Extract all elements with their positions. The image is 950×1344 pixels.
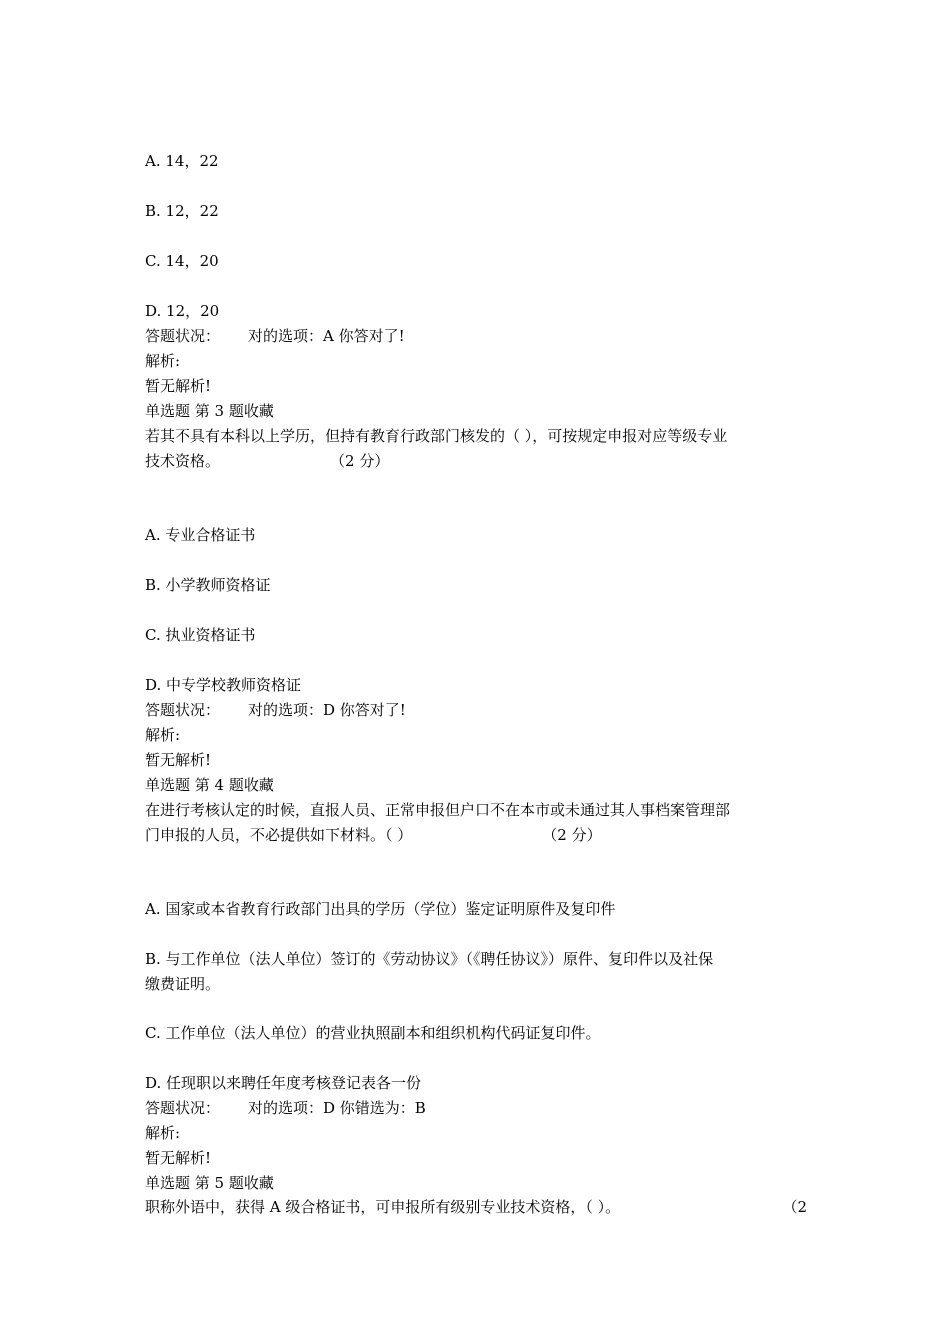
q2-option-d[interactable]: D. 12，20 [145, 302, 220, 320]
q3-question-line1: 若其不具有本科以上学历，但持有教育行政部门核发的（ ），可按规定申报对应等级专业 [145, 427, 728, 445]
q5-question-line1 [145, 1197, 807, 1217]
q3-question-line2 [145, 451, 389, 471]
q2-answer-status [145, 326, 405, 346]
status-text: 对的选项：A 你答对了! [248, 327, 405, 345]
status-label: 答题状况： [145, 327, 221, 345]
status-label: 答题状况： [145, 1099, 221, 1117]
q4-analysis-text: 暂无解析! [145, 1149, 212, 1167]
q4-answer-status [145, 1098, 426, 1118]
q2-option-a[interactable]: A. 14，22 [145, 152, 219, 170]
q2-analysis-label: 解析: [145, 352, 181, 370]
q4-option-a[interactable]: A. 国家或本省教育行政部门出具的学历（学位）鉴定证明原件及复印件 [145, 900, 616, 918]
q4-question-line2 [145, 825, 602, 845]
q3-header: 单选题 第 3 题收藏 [145, 402, 274, 420]
status-text: 对的选项：D 你答对了! [248, 701, 406, 719]
q3-option-a[interactable]: A. 专业合格证书 [145, 526, 256, 544]
q4-question-text: 门申报的人员，不必提供如下材料。（ ） [145, 826, 413, 844]
q4-score: （2 分） [542, 826, 602, 844]
q4-option-d[interactable]: D. 任现职以来聘任年度考核登记表各一份 [145, 1074, 422, 1092]
q4-header: 单选题 第 4 题收藏 [145, 776, 274, 794]
q3-option-d[interactable]: D. 中专学校教师资格证 [145, 676, 302, 694]
q5-question-text: 职称外语中，获得 A 级合格证书，可申报所有级别专业技术资格，（ ）。 [145, 1198, 621, 1216]
q3-question-text: 技术资格。 [145, 452, 221, 470]
status-label: 答题状况： [145, 701, 221, 719]
q3-score: （2 分） [330, 452, 390, 470]
q5-score: （2 [782, 1198, 807, 1216]
q3-answer-status [145, 700, 406, 720]
q3-option-c[interactable]: C. 执业资格证书 [145, 626, 256, 644]
q2-option-b[interactable]: B. 12，22 [145, 202, 219, 220]
q2-analysis-text: 暂无解析! [145, 377, 212, 395]
q5-header: 单选题 第 5 题收藏 [145, 1174, 274, 1192]
q4-analysis-label: 解析: [145, 1124, 181, 1142]
q4-option-b-line1[interactable]: B. 与工作单位（法人单位）签订的《劳动协议》（《聘任协议》）原件、复印件以及社保 [145, 950, 714, 968]
q3-analysis-text: 暂无解析! [145, 751, 212, 769]
q2-option-c[interactable]: C. 14，20 [145, 252, 219, 270]
q4-question-line1: 在进行考核认定的时候，直报人员、正常申报但户口不在本市或未通过其人事档案管理部 [145, 801, 731, 819]
status-text: 对的选项：D 你错选为：B [248, 1099, 426, 1117]
q4-option-b-line2[interactable]: 缴费证明。 [145, 975, 221, 993]
q4-option-c[interactable]: C. 工作单位（法人单位）的营业执照副本和组织机构代码证复印件。 [145, 1024, 601, 1042]
q3-option-b[interactable]: B. 小学教师资格证 [145, 576, 271, 594]
q3-analysis-label: 解析: [145, 726, 181, 744]
